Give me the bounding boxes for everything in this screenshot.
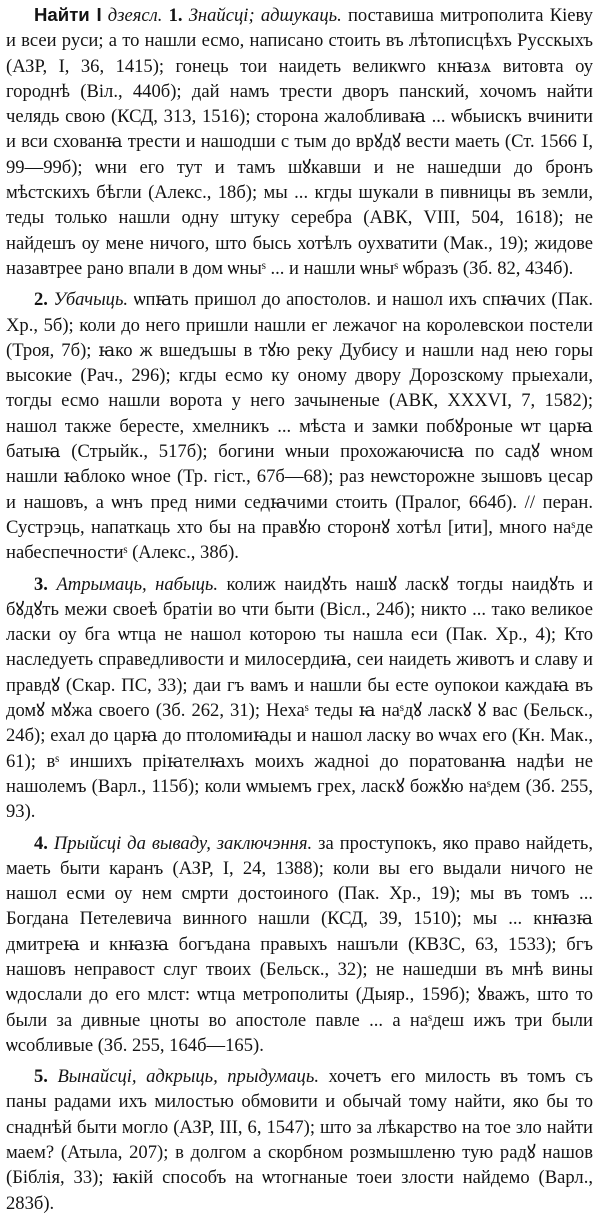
headword: Найти I bbox=[34, 4, 102, 25]
part-of-speech: дзеясл. bbox=[107, 5, 163, 26]
sense-meaning: Атрымаць, набыць. bbox=[56, 573, 219, 595]
sense-5 bbox=[6, 1064, 593, 1216]
sense-meaning: Убачыць. bbox=[53, 289, 129, 311]
sense-citations: колиж наидꙋть нашꙋ ласкꙋ тогды наидꙋть и бꙋдꙋть межи своеѣ братіи во чти быти (Вісл., 24б); никто ... тако великое ласки оу бга ѡтца не нашол которою ты нашла еси (Пак. Хр., 4); Кто наследуеть справедливости и милосердиꙗ, сеи наидеть животъ и славу и правдꙋ (Скар. ПС, 33); даи гъ вамъ и нашли бы есте оупокои каждаꙗ въ домꙋ мꙋжа своего (Зб. 262, 31); Нехаˢ теды ꙗ наˢдꙋ ласкꙋ ꙋ вас (Бельск., 24б); ехал до царꙗ до птоломиꙗды и нашол ласку во ѡчах его (Кн. Мак., 61); вˢ иншихъ пріꙗтелꙗхъ моихъ жадноi до поратованꙗ надѣи не нашолемъ (Варл., 115б); коли ѡмыемъ грех, ласкꙋ божꙋю наˢдем (Зб. 255, 93). bbox=[6, 573, 594, 823]
sense-number: 4. bbox=[34, 832, 48, 854]
sense-meaning: Знайсці; адшукаць. bbox=[188, 5, 342, 26]
sense-citations: ѡпꙗть пришол до апостолов. и нашол ихъ спꙗчих (Пак. Хр., 5б); коли до него пришли нашли ег лежачог на королевскои постели (Троя, 7б); ꙗко ж вшедъшы в тꙋю реку Дубису и нашли над нею горы высокие (Рач., 296); кгды есмо ку оному двору Дорозскому прыехали, тогды есмо нашли ворота у него зачыненые (АВК, XXXVI, 7, 1582); нашол также бересте, хмелникъ ... мѣста и замки побꙋроные ѡт царꙗ батыꙗ (Стрыйк., 517б); богини ѡныи прохожаючисꙗ по садꙋ ѡном нашли ꙗблоко ѡное (Тр. гіст., 67б—68); раз неѡсторожне зышовъ цесар и нашовъ, а ѡнъ пред ними седꙗчими стоить (Пралог, 664б). // перан. Сустрэць, напаткаць хто бы на правꙋю сторонꙋ хотѣл [ити], много наˢде набеспечностиˢ (Алекс., 38б). bbox=[6, 289, 593, 564]
sense-number: 3. bbox=[34, 573, 48, 595]
sense-number: 1. bbox=[168, 5, 183, 26]
sense-number: 2. bbox=[34, 289, 48, 311]
sense-citations: хочетъ его милость въ томъ съ паны радами ихъ милостью обмовити и обычай тому найти, яко бы то снаднѣй быти могло (АЗР, III, 6, 1547); што за лѣкарство на тое зло найти маем? (Атыла, 207); в долгом а скорбном розмышленю тую радꙋ нашов (Біблія, 33); ꙗкій способъ на ѡтогнаные тоеи злости найдемо (Варл., 283б). bbox=[6, 1066, 593, 1214]
sense-1 bbox=[6, 2, 593, 281]
sense-citations: за проступокъ, яко право найдеть, маеть быти каранъ (АЗР, І, 24, 1388); коли вы его выдали ничого не нашол есми оу нем смрти достоиного (Пак. Хр., 19); мы въ томъ ... Богдана Петелевича винного нашли (КСД, 39, 1510); мы ... кнꙗзꙗ дмитреꙗ и кнꙗзꙗ богъдана правыхъ нашъли (КВЗС, 63, 1533); бгъ нашовъ неправост слуг твоих (Бельск., 32); не нашедши въ мнѣ вины ѡдослали до его млст: ѡтца метрополиты (Дыяр., 159б); ꙋважъ, што то были за дивные цноты во апостоле павле ... а наˢдеш ижъ три были ѡсобливые (Зб. 255, 164б—165). bbox=[6, 832, 594, 1056]
sense-meaning: Вынайсці, адкрыць, прыдумаць. bbox=[57, 1066, 319, 1088]
sense-meaning: Прыйсці да вываду, заключэння. bbox=[53, 832, 313, 854]
sense-4 bbox=[6, 831, 593, 1059]
sense-2 bbox=[6, 287, 593, 565]
sense-number: 5. bbox=[34, 1066, 48, 1088]
sense-citations: поставиша митрополита Кіеву и всеи руси; а то нашли есмо, написано стоить въ лѣтописцѣхъ Русскыхъ (АЗР, І, 36, 1415); гонець тои наидеть великѡго кнꙗзѧ витовта оу городнѣ (Віл., 440б); дай намъ трести дворъ панский, хочомъ найти челядь свою (КСД, 313, 1516); сторона жалобливаꙗ ... ѡбыискъ вчинити и вси схованꙗ трести и нашодши с тым до врꙋдꙋ вести маеть (Ст. 1566 І, 99—99б); ѡни его тут и тамъ шꙋкавши и не нашедши до бронъ мѣстскихъ бѣгли (Алекс., 18б); мы ... кгды шукали в пивницы въ земли, теды только нашли одну штуку серебра (АВК, VIII, 504, 1618); не найдешъ оу мене ничого, што бысь хотѣлъ оухватити (Мак., 19); жидове назавтрее рано впали в дом ѡныˢ ... и нашли ѡныˢ ѡбразъ (Зб. 82, 434б). bbox=[6, 5, 593, 279]
sense-3 bbox=[6, 572, 593, 825]
